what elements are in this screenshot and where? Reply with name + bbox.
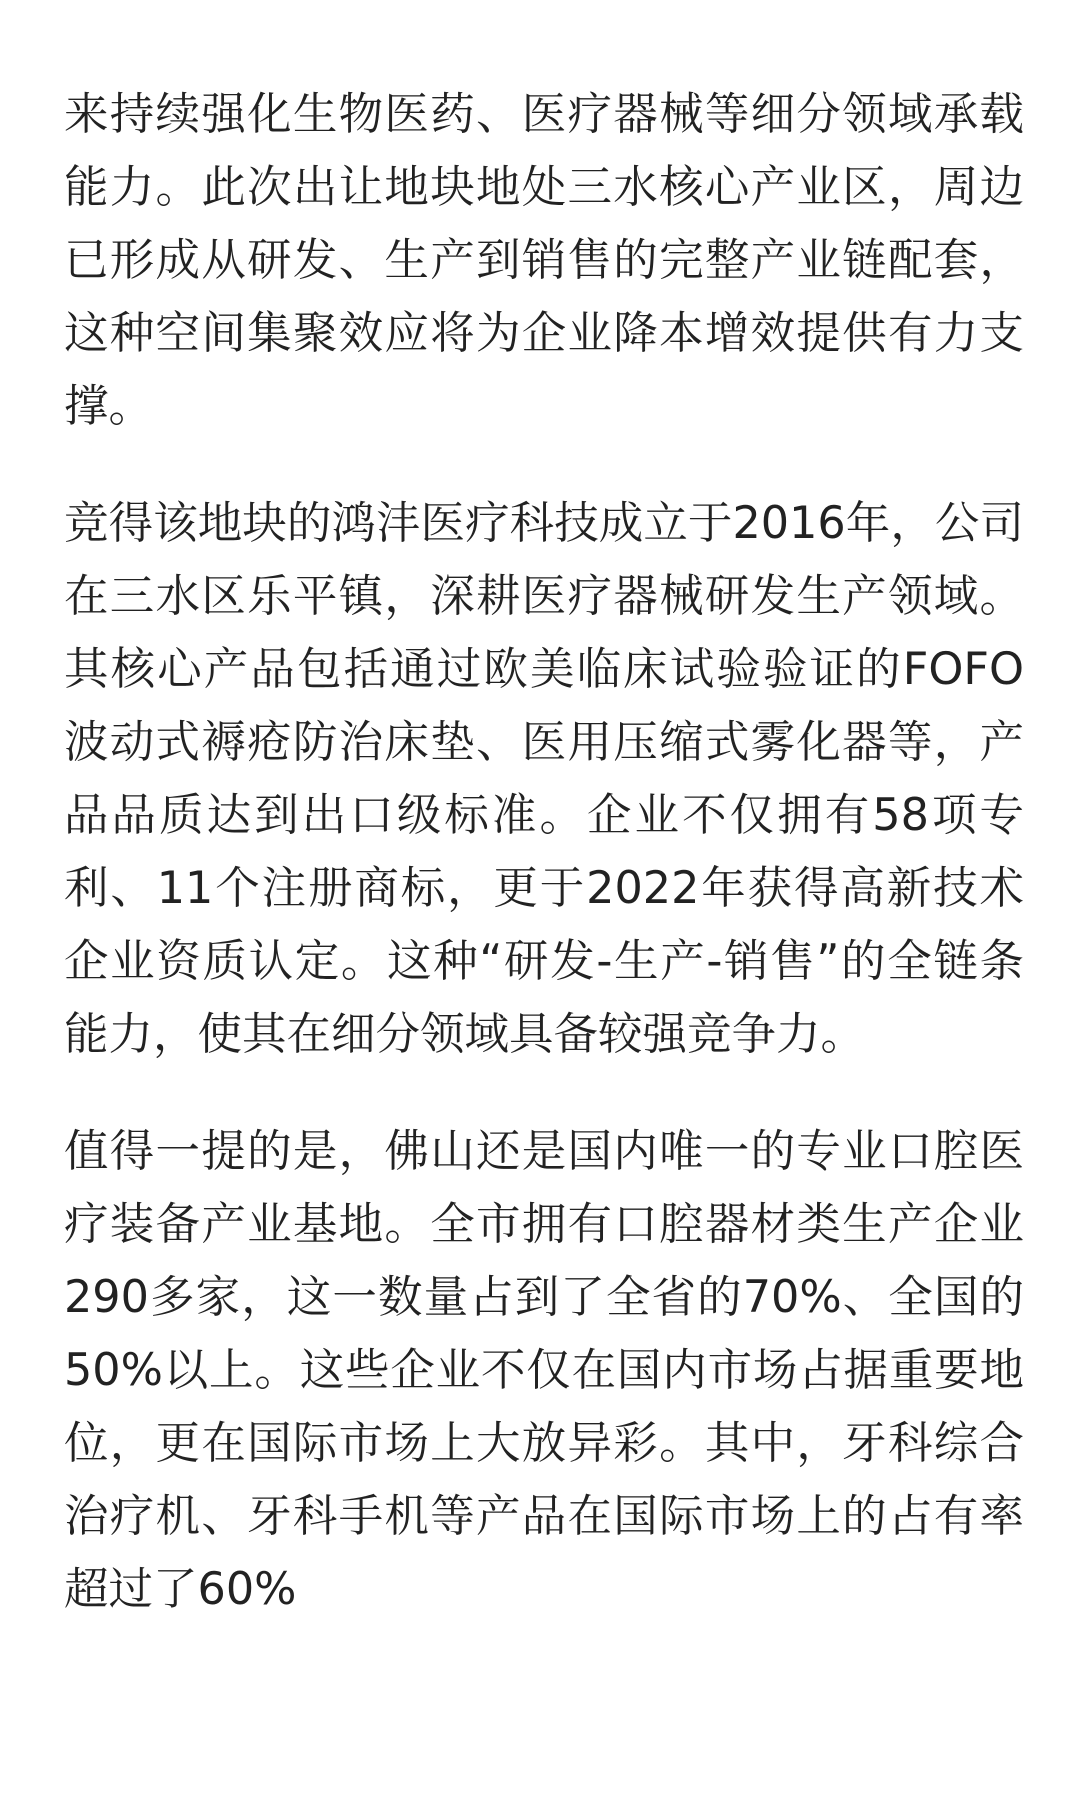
paragraph-2: 竞得该地块的鸿沣医疗科技成立于2016年，公司在三水区乐平镇，深耕医疗器械研发生产领域。其核心产品包括通过欧美临床试验验证的FOFO波动式褥疮防治床垫、医用压缩式雾化器等，产品品质达到出口级标准。企业不仅拥有58项专利、11个注册商标，更于2022年获得高新技术企业资质认定。这种“研发-生产-销售”的全链条能力，使其在细分领域具备较强竞争力。 xyxy=(64,498,1024,1060)
article-body xyxy=(64,78,1024,1670)
paragraph-1: 来持续强化生物医药、医疗器械等细分领域承载能力。此次出让地块地处三水核心产业区，周边已形成从研发、生产到销售的完整产业链配套，这种空间集聚效应将为企业降本增效提供有力支撑。 xyxy=(64,89,1024,432)
paragraph-3: 值得一提的是，佛山还是国内唯一的专业口腔医疗装备产业基地。全市拥有口腔器材类生产企业290多家，这一数量占到了全省的70%、全国的50%以上。这些企业不仅在国内市场占据重要地位，更在国际市场上大放异彩。其中，牙科综合治疗机、牙科手机等产品在国际市场上的占有率超过了60% xyxy=(64,1126,1024,1615)
